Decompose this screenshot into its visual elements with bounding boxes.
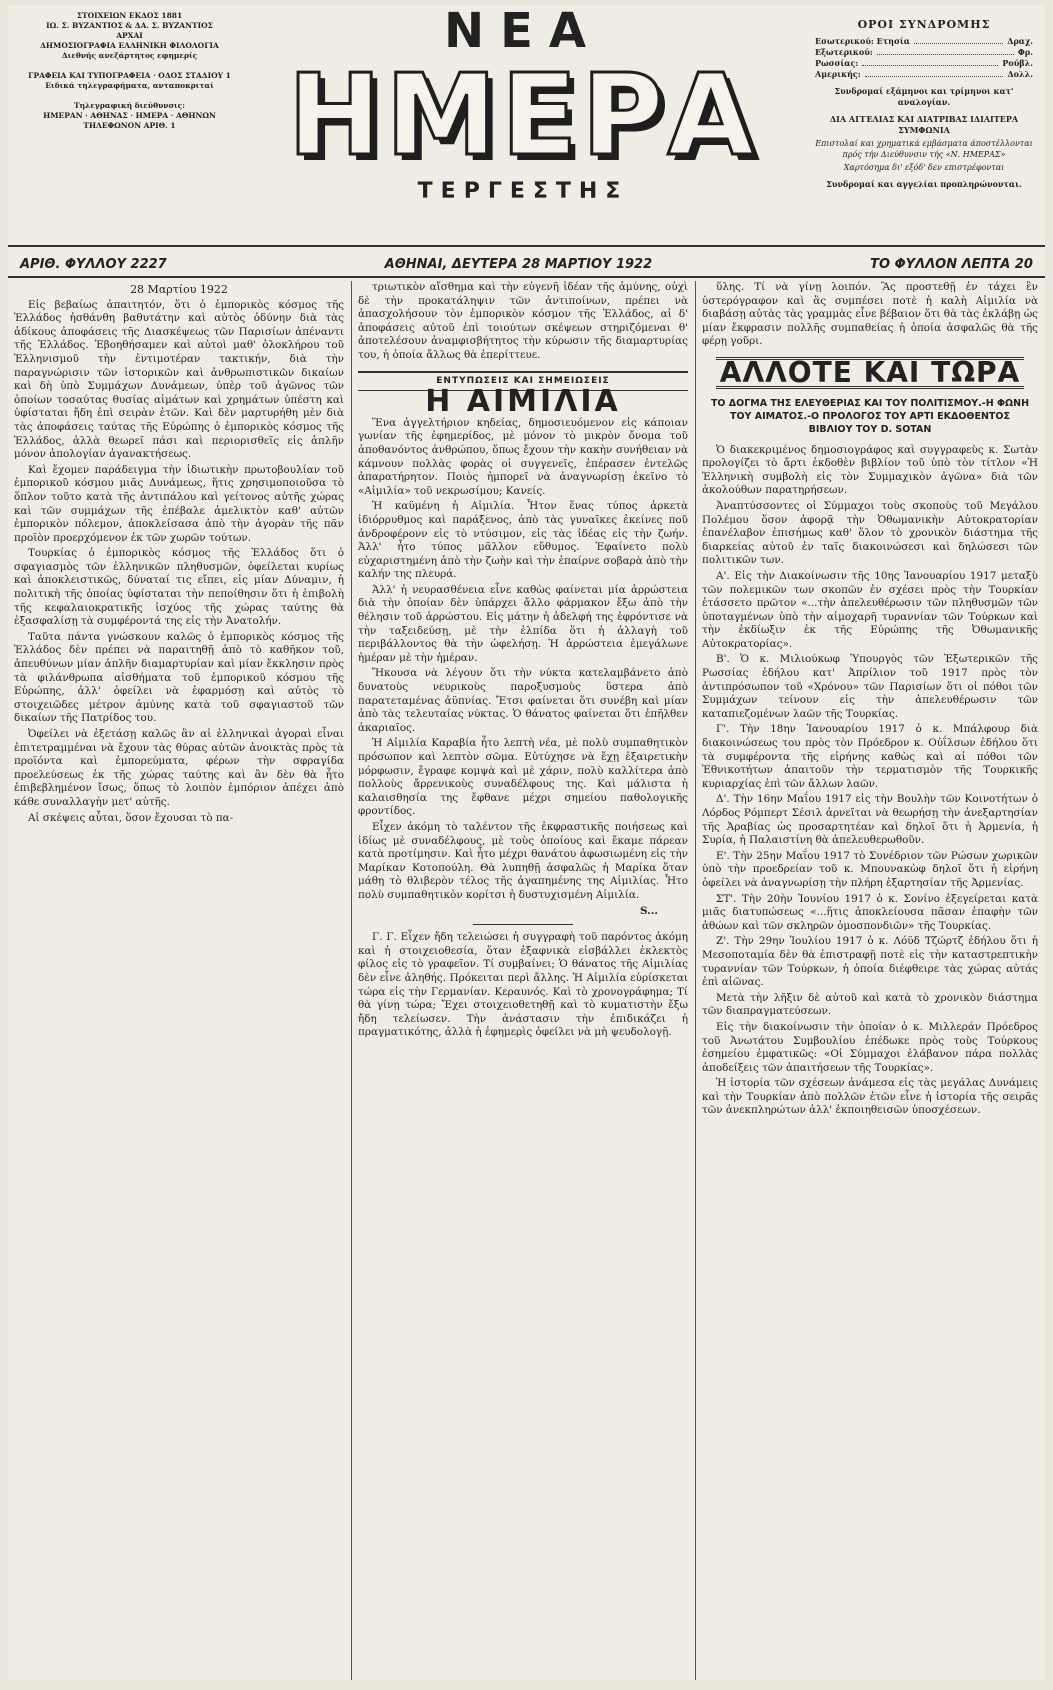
masthead-info-line bbox=[12, 61, 247, 71]
paragraph: Ἕνα ἀγγελτήριον κηδείας, δημοσιευόμενον εἰς κάποιαν γωνίαν τῆς ἐφημερίδος, μὲ μόνον τὸ μικρὸν ὄνομα τοῦ ἀποθανόντος ἀνθρώπου, ὅπως ἔχουν τὴν κακὴν συνήθειαν νὰ κάμνουν πολλὰς φορὰς οἱ συγγενεῖς, ἐπέρασεν ἐντελῶς ἀπαρατήρητον. Ποιὸς ἠμπορεῖ νὰ ἀναγνωρίσῃ ἐκεῖνο τὸ «Αἰμιλία» τοῦ νεκρωσίμου; Κανείς. bbox=[358, 416, 688, 497]
aimilia-body bbox=[358, 417, 688, 903]
editorial-body bbox=[14, 299, 344, 826]
subscription-row bbox=[809, 36, 1039, 47]
dot-leader bbox=[865, 69, 1004, 77]
paper-note: Χαρτόσημα δι' εξόδ' δεν επιστρέφονται bbox=[843, 163, 1005, 172]
dot-leader bbox=[862, 58, 998, 66]
paragraph: ὕλης. Τί νὰ γίνῃ λοιπόν. Ἂς προστεθῇ ἐν τάχει ἓν ὑστερόγραφον καὶ ἂς συμπέσει ποτὲ ἡ καλὴ Αἰμιλία νὰ διαβάσῃ αὐτὰς τὰς γραμμὰς εἶνε βέβαιον ὅτι θὰ τὰς ἐκλάβῃ ὡς μίαν ἔκφρασιν πολλῆς συμπαθείας ἡ ὁποία ἀσφαλῶς θὰ τῆς φέρῃ γοῦρι. bbox=[702, 281, 1038, 348]
column-2 bbox=[358, 281, 688, 1680]
section-label: ΕΝΤΥΠΩΣΕΙΣ ΚΑΙ ΣΗΜΕΙΩΣΕΙΣ bbox=[358, 371, 688, 392]
article-title-allote: ΑΛΛΟΤΕ ΚΑΙ ΤΩΡΑ bbox=[716, 357, 1024, 389]
column-divider bbox=[695, 281, 696, 1680]
article-header-allote bbox=[702, 357, 1038, 436]
masthead-title: ΗΜΕΡΑ bbox=[287, 51, 759, 181]
subscription-note: Συνδρομαί εξάμηνοι και τρίμηνοι κατ' αναλογίαν. bbox=[834, 86, 1014, 107]
article-columns bbox=[8, 281, 1045, 1680]
masthead-info-line: Τηλεγραφική διεύθυνσις: bbox=[74, 101, 185, 110]
article-subtitle-allote: ΤΟ ΔΟΓΜΑ ΤΗΣ ΕΛΕΥΘΕΡΙΑΣ ΚΑΙ ΤΟΥ ΠΟΛΙΤΙΣΜΟΥ.-Η ΦΩΝΗ ΤΟΥ ΑΙΜΑΤΟΣ.-Ο ΠΡΟΛΟΓΟΣ ΤΟΥ ΑΡΤΙ ΕΚΔΟΘΕΝΤΟΣ ΒΙΒΛΙΟΥ ΤΟΥ D. SOTAN bbox=[710, 397, 1030, 435]
issue-number: ΑΡΙΘ. ΦΥΛΛΟΥ 2227 bbox=[20, 256, 167, 272]
subscription-title: ΟΡΟΙ ΣΥΝΔΡΟΜΗΣ bbox=[857, 18, 991, 31]
dot-leader bbox=[914, 36, 1003, 44]
paragraph: Εἶχεν ἀκόμη τὸ ταλέντον τῆς ἐκφραστικῆς ποιήσεως καὶ ἰδίως μὲ συναδέλφους, μὲ τοὺς ὁποίους καὶ ἔκαμε πάρεαν κατὰ προτίμησιν. Καὶ ἦτο μέχρι θανάτου ἀφωσιωμένη εἰς τὴν Μαρίκαν Κοτοπούλη. Θὰ λυπηθῇ ἀσφαλῶς ἡ Μαρίκα ὅταν μάθῃ τὸ θλιβερὸν τέλος τῆς ἀγαπημένης της Αἰμιλίας. Ἦτο πολὺ συμπαθητικὸν κορίτσι ἡ δυστυχισμένη Αἰμιλία. bbox=[358, 820, 688, 901]
paragraph: Μετὰ τὴν λῆξιν δὲ αὐτοῦ καὶ κατὰ τὸ χρονικὸν διάστημα τῶν διαπραγματεύσεων. bbox=[702, 991, 1038, 1018]
paragraph: Δ'. Τὴν 16ην Μαΐου 1917 εἰς τὴν Βουλὴν τῶν Κοινοτήτων ὁ Λόρδος Ρόμπερτ Σέσιλ ἀρνεῖται νὰ θεωρήσῃ τὴν ἀνεξαρτησίαν τῆς Ἀραβίας ὡς προσαρτητέαν καὶ δηλοῖ ὅτι ἡ Ἀρμενία, ἡ Συρία, ἡ Παλαιστίνη θὰ ἀπελευθερωθοῦν. bbox=[702, 793, 1038, 847]
paragraph: Τουρκίας ὁ ἐμπορικὸς κόσμος τῆς Ἑλλάδος ὅτι ὁ σφαγιασμὸς τῶν ἑλληνικῶν πληθυσμῶν, ὀφείλεται κυρίως καὶ ἀποκλειστικῶς, δύναταί τις εἴπει, εἰς μίαν Δύναμιν, ἡ πολιτικὴ τῆς ὁποίας ὑφίσταται τὴν πεποίθησιν ὅτι ἡ ἐπιβολὴ τῆς κεφαλαιοκρατικῆς ἰσχύος τῆς χώρας ταύτης θὰ ἐξασφαλίσῃ τὰ συμφέροντά της εἰς τὴν Ἀνατολήν. bbox=[14, 547, 344, 628]
masthead-nea: ΝΕΑ bbox=[443, 5, 603, 59]
subscription-box bbox=[809, 19, 1039, 190]
subscription-value: Φρ. bbox=[1017, 47, 1033, 57]
paragraph: Ὀφείλει νὰ ἐξετάσῃ καλῶς ἂν αἱ ἑλληνικαὶ ἀγοραὶ εἶναι ἐπιτετραμμέναι νὰ ἔχουν τὰς θύρας αὐτῶν ἀνοικτὰς πρὸς τὰ προϊόντα καὶ ἐμπορεύματα, φέρων τὴν σφραγίδα προελεύσεως ἐκ τῆς χώρας ταύτης καὶ ἂν δὲν θὰ ἦτο ἐπιβεβλημένον ἴσως, ὅπως τὸ λοιπὸν ἐμπόριον ἀπέχει ἀπὸ κάθε συναλλαγὴν μετ' αὐτῆς. bbox=[14, 728, 344, 808]
paragraph: Ταῦτα πάντα γνώσκουν καλῶς ὁ ἐμπορικὸς κόσμος τῆς Ἑλλάδος δὲν πρέπει νὰ παραιτηθῇ ἀπὸ τὸ καθῆκον τοῦ, ἀπευθύνων μίαν ἀπλῆν διαμαρτυρίαν καὶ μίαν ἔκκλησιν πρὸς τὰ φιλάνθρωπα αἰσθήματα τοῦ ἐμπορικοῦ κόσμου τῆς Εὐρώπης, ἀλλ' ὀφείλει νὰ ἐφαρμόσῃ καὶ αὐτὸς τὸ στοιχειῶδες μέτρον ἀμύνης κατὰ τοῦ σφαγιαστοῦ τῶν δικαίων τῆς Πατρίδος του. bbox=[14, 630, 344, 725]
paragraph: Ἀλλ' ἡ νευρασθένεια εἶνε καθὼς φαίνεται μία ἀρρώστεια διὰ τὴν ὁποίαν δὲν ὑπάρχει ἄλλο φάρμακον ἔξω ἀπὸ τὴν θέλησιν τοῦ ἀρρώστου. Εἰς μάτην ἡ ἀδελφή της ἐφρόντισε νὰ τὴν ταξειδεύσῃ, μὲ τὴν ἐλπίδα ὅτι ἡ ἀλλαγὴ τοῦ περιβάλλοντος θὰ τὴν ὠφελήσῃ. Ἡ ἀρρώστεια ἐμεγάλωνε ἡμέραν μὲ τὴν ἡμέραν. bbox=[358, 583, 688, 664]
issue-price: ΤΟ ΦΥΛΛΟΝ ΛΕΠΤΑ 20 bbox=[870, 256, 1033, 272]
paragraph: Ὁ διακεκριμένος δημοσιογράφος καὶ συγγραφεὺς κ. Σωτὰν προλογίζει τὸ ἄρτι ἐκδοθὲν βιβλίον τοῦ ὑπὸ τὸν τίτλον «Ἡ Ἑλληνικὴ συμβολὴ εἰς τὸν Συμμαχικὸν ἀγῶνα» διὰ τῶν ἀκολούθων παρατηρήσεων. bbox=[702, 443, 1038, 497]
subscription-label: Εξωτερικού: bbox=[815, 47, 873, 57]
letters-note: Επιστολαί και χρηματικά εμβάσματα άποστέλλονται πρός τήν Διεύθυνσιν τής «Ν. ΗΜΕΡΑΣ» bbox=[815, 139, 1033, 159]
paragraph: Καὶ ἔχομεν παράδειγμα τὴν ἰδιωτικὴν πρωτοβουλίαν τοῦ ἐμπορικοῦ κόσμου μιᾶς Δυνάμεως, ἥτις χρησιμοποιοῦσα τὸ ὅπλον τοῦτο κατὰ τῆς ἀντιπάλου καὶ γείτονος αὐτῆς χώρας καὶ τῶν συμμάχων τῆς ἐπέβαλε ἀμελικτὸν καθ' αὐτῶν ἐμπορικὸν πόλεμον, ἀποκλείσασα ἀπὸ τὴν ἀγορὰν τῆς πᾶν προϊὸν προερχόμενον ἐκ τῶν χωρῶν τούτων. bbox=[14, 463, 344, 544]
postscript: Γ. Γ. Εἶχεν ἤδη τελειώσει ἡ συγγραφὴ τοῦ παρόντος ἀκόμη καὶ ἡ στοιχειοθεσία, ὅταν ἐξαφνικὰ εἰσβάλλει ἐκλεκτὸς φίλος εἰς τὸ γραφεῖον. Τί συμβαίνει; Ὁ θάνατος τῆς Αἰμιλίας δὲν εἶνε ἀληθής. Πρόκειται περὶ ἄλλης. Ἡ Αἰμιλία εὑρίσκεται τώρα εἰς τὴν Γερμανίαν. Κεραυνός. Καὶ τὸ χρονογράφημα; Τί θὰ γίνῃ τώρα; Ἔχει στοιχειοθετηθῇ καὶ τὸ κυματιστὴν ἔξω ἤδη τελείωσεν. Τὴν ἀνάστασιν τὴν ἐπιδικάζει ἡ πραγματικότης, ἀλλὰ ἡ ἐφημερὶς ὀφείλει νὰ μὴ ψευδολογῇ. bbox=[358, 931, 688, 1039]
paragraph: Ζ'. Τὴν 29ην Ἰουλίου 1917 ὁ κ. Λόϋδ Τζώρτζ ἐδήλου ὅτι ἡ Μεσοποταμία δὲν θὰ ἐπιστραφῇ ποτὲ εἰς τὴν καταστρεπτικὴν τυραννίαν τῶν Τούρκων, ἡ ὁποία διέφθειρε τὰς χώρας αὐτάς ἐπὶ αἰῶνας. bbox=[702, 935, 1038, 989]
subscription-value: Δολλ. bbox=[1007, 69, 1033, 79]
paragraph: Εἰς βεβαίως ἀπαιτητόν, ὅτι ὁ ἐμπορικὸς κόσμος τῆς Ἑλλάδος ἠσθάνθη βαθυτάτην καὶ αὐτὸς ὀδύνην διὰ τὰς ἀδίκους ἀποφάσεις τῆς Διασκέψεως τῶν Παρισίων ἀπέναντι τῆς Ἑλλάδος. Ἐβοηθήσαμεν καὶ αὐτοὶ μαθ' ὁλοκλήρου τοῦ Ἑλληνισμοῦ τὴν ἐντιμοτέραν τακτικήν, διὰ τὴν παραγνώρισιν τῶν ἱστορικῶν καὶ ἀνθρωπιστικῶν δικαίων καὶ δὴ ὑπὸ Συμμάχων Δυνάμεων, ὑπὲρ τοῦ ἀγῶνος τῶν ὁποίων τοσαύτας θυσίας αἱμάτων καὶ χρημάτων ὑπέστη καὶ ὑφίσταται ἤδη ἐπὶ σειρὰν ἐτῶν. Καὶ δὲν μαρτυρήθη μὲν διὰ τὰς ἀποφάσεις ταύτας τῆς Εὐρώπης ὁ ἐμπορικὸς κόσμος τῆς Ἑλλάδος, ἀλλὰ θεωρεῖ πάσι καὶ περιορισθεῖς εἰς ἀπλῆν μόνον ἀπολογίαν ἀγανακτήσεως. bbox=[14, 298, 344, 461]
aimilia-conclusion bbox=[702, 281, 1038, 349]
masthead-left-info bbox=[12, 11, 247, 131]
masthead-info-line: ΙΩ. Σ. ΒΥΖΑΝΤΙΟΣ & ΔΑ. Σ. ΒΥΖΑΝΤΙΟΣ bbox=[46, 21, 213, 30]
subscription-label: Εσωτερικού: Ετησία bbox=[815, 36, 910, 46]
masthead-info-line: Ειδικά τηλεγραφήματα, ανταποκριταί bbox=[45, 81, 214, 90]
masthead-info-line: Διεθνής ανεξάρτητος εφημερίς bbox=[61, 51, 198, 60]
divider bbox=[473, 924, 573, 925]
paragraph: Γ'. Τὴν 18ην Ἰανουαρίου 1917 ὁ κ. Μπάλφουρ διὰ διακοινώσεως του πρὸς τὸν Πρόεδρον κ. Οὐΐλσων ἐδήλου ὅτι τὰ συμφέροντα τῆς εἰρήνης καθὼς καὶ αἱ πόθοι τῶν Ἐθνικοτήτων ἀπαιτοῦν τὴν τερματισμὸν τῆς Τουρκικῆς κυριαρχίας ἐπὶ τῶν ἄλλων λαῶν. bbox=[702, 723, 1038, 790]
subscription-label: Αμερικής: bbox=[815, 69, 861, 79]
masthead-info-line bbox=[12, 91, 247, 101]
subscription-value: Ρούβλ. bbox=[1002, 58, 1033, 68]
masthead-subtitle: ΤΕΡΓΕΣΤΗΣ bbox=[417, 179, 629, 204]
dot-leader bbox=[877, 47, 1014, 55]
paragraph: Β'. Ὁ κ. Μιλιούκωφ Ὑπουργὸς τῶν Ἐξωτερικῶν τῆς Ρωσσίας ἐδήλου κατ' Ἀπρίλιον τοῦ 1917 πρὸς τὸν ἀντιπρόσωπον τοῦ «Χρόνου» τῶν Παρισίων ὅτι οἱ πόθοι τῶν Συμμάχων τείνουν εἰς τὴν ἀπελευθέρωσιν τῶν καταπιεζομένων λαῶν τῆς Τουρκίας. bbox=[702, 653, 1038, 720]
article-title-aimilia: Η ΑΙΜΙΛΙΑ bbox=[425, 384, 621, 420]
masthead-info-line: ΗΜΕΡΑΝ · ΑΘΗΝΑΣ · ΗΜΕΡΑ · ΑΘΗΝΩΝ bbox=[43, 111, 216, 120]
editorial-date: 28 Μαρτίου 1922 bbox=[130, 283, 228, 296]
masthead bbox=[8, 5, 1045, 247]
paragraph: Ἡ ἱστορία τῶν σχέσεων ἀνάμεσα εἰς τὰς μεγάλας Δυνάμεις καὶ τὴν Τουρκίαν ἀπὸ πολλῶν ἐτῶν εἶνε ἡ ἱστορία τῆς σειρᾶς τῶν ἀνεκπληρώτων ἀλλ' ἐκποιηθεισῶν ὑποσχέσεων. bbox=[702, 1077, 1038, 1117]
subscription-row bbox=[809, 58, 1039, 69]
masthead-info-line: ΑΡΧΑΙ bbox=[116, 31, 143, 40]
masthead-info-line: ΓΡΑΦΕΙΑ ΚΑΙ ΤΥΠΟΓΡΑΦΕΙΑ · ΟΔΟΣ ΣΤΑΔΙΟΥ 1 bbox=[28, 71, 231, 80]
paragraph: ΣΤ'. Τὴν 20ὴν Ἰουνίου 1917 ὁ κ. Σονίνο ἐξεγείρεται κατὰ μιᾶς διατυπώσεως «...ἥτις ἀποκλείουσα πᾶσαν ἐπαφὴν τῶν ἀθώων καὶ τῶν σκληρῶν ὀμοσπονδιῶν» τῆς Τουρκίας. bbox=[702, 892, 1038, 932]
masthead-info-line: ΣΤΟΙΧΕΙΩΝ ΕΚΔΟΣ 1881 bbox=[76, 11, 183, 20]
article-signature: S... bbox=[640, 904, 658, 917]
editorial-continuation bbox=[358, 281, 688, 363]
allote-body bbox=[702, 444, 1038, 1119]
column-1 bbox=[14, 281, 344, 1680]
agency-line: ΔΙΑ ΑΓΓΕΛΙΑΣ ΚΑΙ ΔΙΑΤΡΙΒΑΣ ΙΔΙΑΙΤΕΡΑ ΣΥΜΦΩΝΙΑ bbox=[829, 114, 1019, 135]
column-divider bbox=[351, 281, 352, 1680]
paragraph: Α'. Εἰς τὴν Διακοίνωσιν τῆς 10ης Ἰανουαρίου 1917 μεταξὺ τῶν πολεμικῶν των σκοπῶν ἐν σχέσει πρὸς τὴν Τουρκίαν ἐτάσσετο πρῶτον «...τὴν ἀπελευθέρωσιν τῶν πληθυσμῶν τῶν ὑποταγμένων ὑπὸ τὴν αἱμοχαρῆ τυραννίαν τῶν Τούρκων καὶ τὴν ἐκδίωξιν ἐκ τῆς Εὐρώπης τῆς Ὀθωμανικῆς Αὐτοκρατορίας». bbox=[702, 569, 1038, 650]
masthead-title-block bbox=[283, 5, 763, 204]
paragraph: Ἡ Αἰμιλία Καραβία ἦτο λεπτὴ νέα, μὲ πολὺ συμπαθητικὸν πρόσωπον καὶ λεπτὸν σῶμα. Εὐτύχησε νὰ ἔχῃ ἐξαιρετικὴν μόρφωσιν, ἔγραφε κομψὰ καὶ μὲ χάριν, πολὺ καλλίτερα ἀπὸ πολλοὺς ἄρρενικοὺς συναδέλφους της. Καὶ μάλιστα ἡ καλαισθησία της ἔφθανε μέχρι σημείου παθολογικῆς φροντίδος. bbox=[358, 737, 688, 818]
paragraph: Ἡ καϋμένη ἡ Αἰμιλία. Ἦτον ἕνας τύπος ἀρκετὰ ἰδιόρρυθμος καὶ παράξενος, ἀπὸ τὰς γυναῖκες ἐκείνες ποῦ ἀνδροφέρονν εἰς τὸ ντύσιμον, εἰς τὰς ἰδέας εἰς τὴν ζωήν. Ἀλλ' ἦτο τύπος μᾶλλον εὔθυμος. Ἐφαίνετο πολὺ εὐχαριστημένη ἀπὸ τὴν ζωὴν καὶ τὴν ἐπαίρνε σοβαρὰ ἀπὸ τὴν καλήν της πλευρά. bbox=[358, 500, 688, 581]
masthead-info-line: ΤΗΛΕΦΩΝΟΝ ΑΡΙΘ. 1 bbox=[83, 121, 176, 130]
subscription-row bbox=[809, 47, 1039, 58]
paragraph: Ἀναπτύσσοντες οἱ Σύμμαχοι τοὺς σκοποὺς τοῦ Μεγάλου Πολέμου ὅσον ἀφορᾷ τὴν Ὀθωμανικὴν Αὐτοκρατορίαν ἐπανέλαβον ἐπισήμως καθ' ὅλον τὸ χρονικὸν διάστημα τῆς διαρκείας αὐτοῦ ἐν ταῖς διακοινώσεσι καὶ δηλώσεσι τῶν πολιτικῶν των. bbox=[702, 499, 1038, 567]
paragraph: Αἱ σκέψεις αὗται, ὅσον ἔχουσαι τὸ πα- bbox=[28, 811, 234, 824]
dateline-bar bbox=[8, 252, 1045, 278]
subscription-row bbox=[809, 69, 1039, 80]
subscription-label: Ρωσσίας: bbox=[815, 58, 859, 68]
paragraph: Ἤκουσα νὰ λέγουν ὅτι τὴν νύκτα κατελαμβάνετο ἀπὸ δυνατοὺς νευρικοὺς παροξυσμοὺς ὕστερα ἀπὸ παρατεταμένας ἀϋπνίας. Ἔτσι φαίνεται ὅτι συνέβη καὶ μίαν ἀπὸ τὰς τελευταίας νύκτας. Ὁ θάνατος φαίνεται ὅτι ἐπῆλθεν ἀκαριαῖος. bbox=[358, 667, 688, 734]
issue-date: ΑΘΗΝΑΙ, ΔΕΥΤΕΡΑ 28 ΜΑΡΤΙΟΥ 1922 bbox=[384, 256, 653, 272]
subscription-value: Δραχ. bbox=[1007, 36, 1033, 46]
column-3 bbox=[702, 281, 1038, 1680]
subscription-rows bbox=[809, 36, 1039, 80]
prepay-note: Συνδρομαί και αγγελίαι προπληρώνονται. bbox=[826, 179, 1022, 189]
masthead-info-line: ΔΗΜΟΣΙΟΓΡΑΦΙΑ ΕΛΛΗΝΙΚΗ ΦΙΛΟΛΟΓΙΑ bbox=[40, 41, 219, 50]
newspaper-page bbox=[8, 5, 1045, 1680]
paragraph: τριωτικὸν αἴσθημα καὶ τὴν εὐγενῆ ἰδέαν τῆς ἀμύνης, οὐχὶ δὲ τὴν προκατάληψιν τῶν ἀντιποίνων, πρέπει νὰ ἀπασχολήσουν τὸν ἐμπορικὸν κόσμον τῆς Ἑλλάδος, αἱ δ' ἀποφάσεις αὐτοῦ ἐπὶ τοιούτων σκέψεων στηριζόμεναι θ' ἀποτελέσουν ἀναμφισβήτητος τὴν κύρωσιν τῆς διαμαρτυρίας του, ἡ ὁποία ἄλλως θὰ ἐπερίττευε. bbox=[358, 281, 688, 361]
paragraph: Εἰς τὴν διακοίνωσιν τὴν ὁποίαν ὁ κ. Μιλλεράν Πρόεδρος τοῦ Ἀνωτάτου Συμβουλίου ἐπέδωκε πρὸς τοὺς Τούρκους ἐσημείου ἐμφατικῶς: «Οἱ Σύμμαχοι ἐλάβανον πάρα πολλὰς ἀποδείξεις τῶν ἀπαιτήσεων τῆς Τουρκίας». bbox=[702, 1020, 1038, 1074]
paragraph: Ε'. Τὴν 25ην Μαΐου 1917 τὸ Συνέδριον τῶν Ρώσων χωρικῶν ὑπὸ τὴν προεδρείαν τοῦ κ. Μπουνακὼφ δηλοῖ ὅτι ἡ εἰρήνη ὀφείλει νὰ ἀναγνωρίσῃ τὴν πλήρη ἐξαρτησίαν τῆς Ἀρμενίας. bbox=[702, 849, 1038, 889]
